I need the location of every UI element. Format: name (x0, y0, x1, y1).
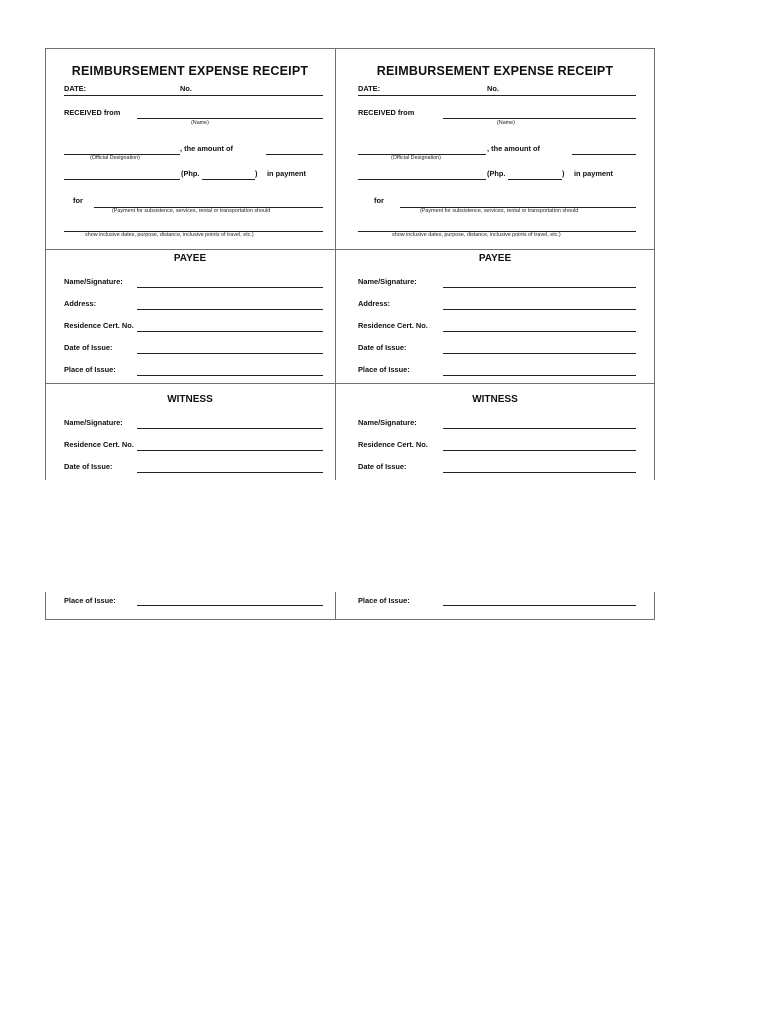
receipt-sheet (45, 48, 655, 620)
payee-address-line[interactable] (137, 309, 323, 310)
witness-date-of-issue-line[interactable] (443, 472, 636, 473)
php-line[interactable] (202, 179, 255, 180)
for-label: for (374, 196, 384, 205)
witness-date-of-issue-label: Date of Issue: (64, 462, 113, 471)
payee-name-signature-label: Name/Signature: (64, 277, 123, 286)
receipt-title: REIMBURSEMENT EXPENSE RECEIPT (376, 64, 614, 78)
payee-name-signature-label: Name/Signature: (358, 277, 417, 286)
payee-residence-cert-label: Residence Cert. No. (64, 321, 134, 330)
witness-name-signature-label: Name/Signature: (358, 418, 417, 427)
witness-heading: WITNESS (472, 394, 518, 405)
witness-date-of-issue-line[interactable] (137, 472, 323, 473)
payee-name-signature-line[interactable] (137, 287, 323, 288)
for-label: for (73, 196, 83, 205)
amount-line[interactable] (572, 154, 636, 155)
name-caption: (Name) (497, 120, 515, 126)
name-caption: (Name) (191, 120, 209, 126)
witness-name-signature-label: Name/Signature: (64, 418, 123, 427)
date-label: DATE: (358, 84, 381, 93)
page-break-gap (45, 480, 655, 592)
php-close: ) (255, 169, 258, 178)
received-from-label: RECEIVED from (64, 108, 121, 117)
payee-place-of-issue-label: Place of Issue: (64, 365, 116, 374)
witness-residence-cert-line[interactable] (443, 450, 636, 451)
php-label: (Php. (181, 169, 200, 178)
witness-place-of-issue-line[interactable] (137, 605, 323, 606)
witness-residence-cert-label: Residence Cert. No. (358, 440, 428, 449)
php-label: (Php. (487, 169, 506, 178)
payee-address-line[interactable] (443, 309, 636, 310)
amount-line[interactable] (266, 154, 323, 155)
payee-heading: PAYEE (478, 253, 512, 264)
in-payment-label: in payment (574, 169, 614, 178)
name-line[interactable] (443, 118, 636, 119)
payment-note: (Payment for subsistence, services, rental or transportation should (112, 208, 271, 214)
php-line[interactable] (508, 179, 562, 180)
payee-residence-cert-label: Residence Cert. No. (358, 321, 428, 330)
php-close: ) (562, 169, 565, 178)
witness-name-signature-line[interactable] (137, 428, 323, 429)
date-no-line[interactable] (64, 95, 323, 96)
payee-place-of-issue-line[interactable] (443, 375, 636, 376)
witness-place-of-issue-line[interactable] (443, 605, 636, 606)
witness-name-signature-line[interactable] (443, 428, 636, 429)
payee-date-of-issue-line[interactable] (137, 353, 323, 354)
payee-residence-cert-line[interactable] (137, 331, 323, 332)
witness-date-of-issue-label: Date of Issue: (358, 462, 407, 471)
in-payment-label: in payment (267, 169, 307, 178)
witness-residence-cert-line[interactable] (137, 450, 323, 451)
received-from-label: RECEIVED from (358, 108, 415, 117)
payee-name-signature-line[interactable] (443, 287, 636, 288)
payee-residence-cert-line[interactable] (443, 331, 636, 332)
amount-words-line[interactable] (358, 179, 486, 180)
no-label: No. (180, 84, 192, 93)
date-label: DATE: (64, 84, 87, 93)
date-no-line[interactable] (358, 95, 636, 96)
witness-heading: WITNESS (167, 394, 213, 405)
payee-place-of-issue-label: Place of Issue: (358, 365, 410, 374)
payee-heading: PAYEE (173, 253, 207, 264)
amount-label: , the amount of (180, 144, 233, 153)
payment-note-2: show inclusive dates, purpose, distance, inclusive points of travel, etc.) (85, 232, 254, 238)
payee-place-of-issue-line[interactable] (137, 375, 323, 376)
payee-address-label: Address: (64, 299, 97, 308)
amount-words-line[interactable] (64, 179, 180, 180)
payee-date-of-issue-label: Date of Issue: (358, 343, 407, 352)
receipt-title: REIMBURSEMENT EXPENSE RECEIPT (71, 64, 309, 78)
payee-date-of-issue-line[interactable] (443, 353, 636, 354)
witness-residence-cert-label: Residence Cert. No. (64, 440, 134, 449)
designation-caption: (Official Designation) (391, 155, 441, 161)
payment-note-2: show inclusive dates, purpose, distance, inclusive points of travel, etc.) (392, 232, 561, 238)
name-line[interactable] (137, 118, 323, 119)
no-label: No. (487, 84, 499, 93)
witness-place-of-issue-label: Place of Issue: (64, 596, 116, 605)
amount-label: , the amount of (487, 144, 540, 153)
witness-place-of-issue-label: Place of Issue: (358, 596, 410, 605)
payment-note: (Payment for subsistence, services, rental or transportation should (420, 208, 579, 214)
payee-date-of-issue-label: Date of Issue: (64, 343, 113, 352)
payee-address-label: Address: (358, 299, 391, 308)
designation-caption: (Official Designation) (90, 155, 140, 161)
